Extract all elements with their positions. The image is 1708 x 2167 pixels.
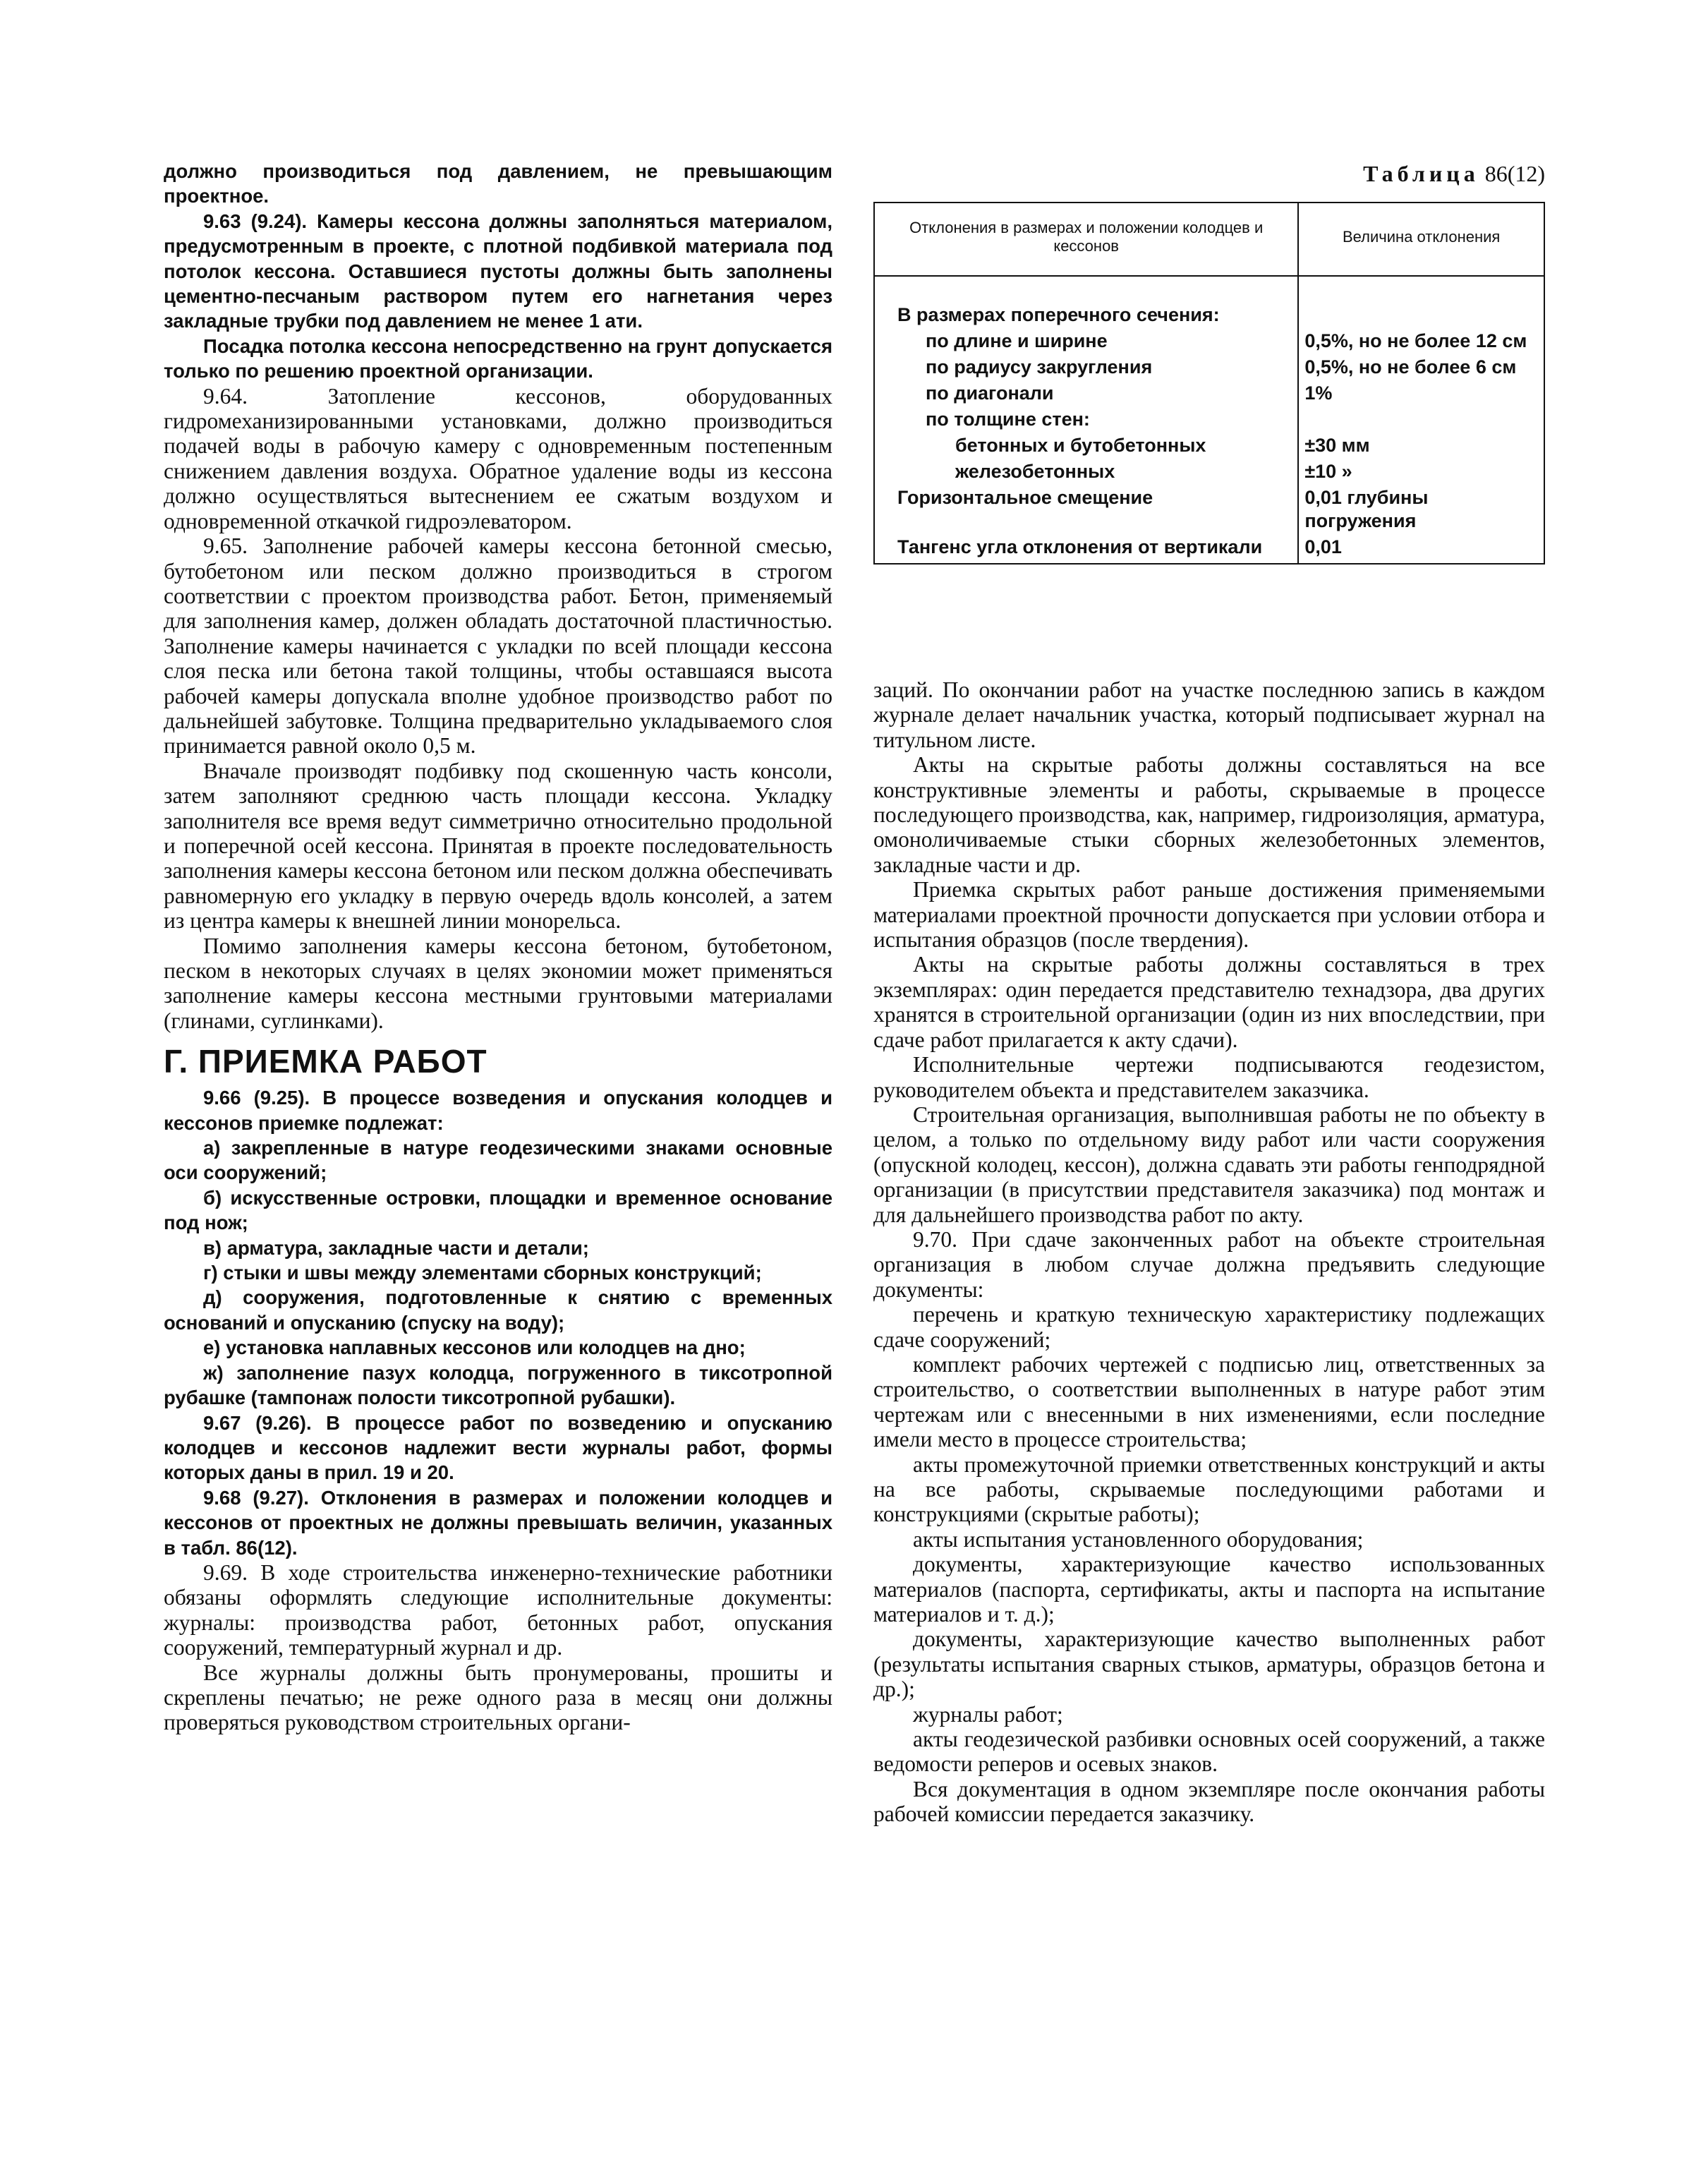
paragraph-9-70: 9.70. При сдаче законченных работ на объекте строительная организация в любом случае должна предъявить следующие документы: <box>873 1226 1545 1302</box>
paragraph-9-65: 9.65. Заполнение рабочей камеры кессона бетонной смесью, бутобетоном или песком должно производиться в строгом соответствии с проектом производства работ. Бетон, применяемый для заполнения камер, должен обладать достаточной пластичностью. Заполнение камеры начинается с укладки по всей площади кессона слоя песка или бетона такой толщины, чтобы оставшаяся высота рабочей камеры допускала вполне удобное производство работ по дальнейшей забутовке. Толщина предварительно укладываемого слоя принимается равной около 0,5 м. <box>164 533 832 759</box>
table-row <box>874 328 1544 354</box>
table-row <box>874 534 1544 564</box>
left-column <box>164 159 832 1735</box>
document-list-item: акты испытания установленного оборудования; <box>913 1526 1364 1552</box>
document-list-item: журналы работ; <box>913 1701 1063 1727</box>
paragraph-as-built-drawings: Исполнительные чертежи подписываются геодезистом, руководителем объекта и представителем заказчика. <box>873 1052 1545 1102</box>
table-cell-parameter: Горизонтальное смещение <box>897 487 1153 508</box>
document-list-item: документы, характеризующие качество использованных материалов (паспорта, сертификаты, акты и паспорта на испытание материалов и т. д.); <box>873 1552 1545 1627</box>
paragraph-9-68: 9.68 (9.27). Отклонения в размерах и положении колодцев и кессонов от проектных не должны превышать величин, указанных в табл. 86(12). <box>164 1486 832 1559</box>
right-column <box>873 677 1545 1827</box>
table-cell-parameter: по диагонали <box>926 382 1054 404</box>
paragraph-journals: Все журналы должны быть пронумерованы, прошиты и скреплены печатью; не реже одного раза в месяц они должны проверяться руководством строительных органи- <box>164 1660 832 1735</box>
table-cell-value <box>1298 406 1544 433</box>
table-row <box>874 459 1544 485</box>
table-caption <box>873 161 1545 186</box>
table-row <box>874 276 1544 328</box>
paragraph-tamping: Вначале производят подбивку под скошенную часть консоли, затем заполняют среднюю часть площади кессона. Укладку заполнителя все время ведут симметрично относительно продольной и поперечной осей кессона. Принятая в проекте последовательность заполнения камеры кессона бетоном или песком должна обеспечивать равномерную его укладку в первую очередь вдоль консолей, а затем из центра камеры к внешней линии монорельса. <box>164 758 832 934</box>
list-item: а) закрепленные в натуре геодезическими знаками основные оси сооружений; <box>164 1137 832 1184</box>
table-row <box>874 433 1544 459</box>
paragraph-final: Вся документация в одном экземпляре после окончания работы рабочей комиссии передается заказчику. <box>873 1776 1545 1827</box>
table-cell-parameter: бетонных и бутобетонных <box>955 435 1206 456</box>
document-list-item: документы, характеризующие качество выполненных работ (результаты испытания сварных стыков, арматуры, образцов бетона и др.); <box>873 1626 1545 1702</box>
section-heading-acceptance: Г. ПРИЕМКА РАБОТ <box>164 1043 487 1080</box>
list-item: д) сооружения, подготовленные к снятию с временных оснований и опусканию (спуску на воду); <box>164 1286 832 1334</box>
list-item: г) стыки и швы между элементами сборных конструкций; <box>203 1262 762 1284</box>
list-item: б) искусственные островки, площадки и временное основание под нож; <box>164 1186 832 1234</box>
paragraph-9-64: 9.64. Затопление кессонов, оборудованных гидромеханизированными установками, должно производиться подачей воды в рабочую камеру с одновременным постепенным снижением давления воздуха. Обратное удаление воды из кессона должно осуществляться вытеснением ее сжатым воздухом и одновременной откачкой гидроэлеватором. <box>164 383 832 533</box>
table-row <box>874 485 1544 534</box>
document-list-item: комплект рабочих чертежей с подписью лиц, ответственных за строительство, о соответствии выполненных в натуре работ этим чертежам или с внесенными в них изменениями, если последние имели место в процессе строительства; <box>873 1351 1545 1452</box>
table-cell-value: ±10 » <box>1298 459 1544 485</box>
table-cell-value: 0,01 глубины погружения <box>1298 485 1544 534</box>
paragraph-continued-right: заций. По окончании работ на участке последнюю запись в каждом журнале делает начальник участка, который подписывает журнал на титульном листе. <box>873 677 1545 752</box>
table-row <box>874 354 1544 380</box>
paragraph-9-67: 9.67 (9.26). В процессе работ по возведению и опусканию колодцев и кессонов надлежит вести журналы работ, формы которых даны в прил. 19 и 20. <box>164 1411 832 1484</box>
paragraph-hidden-works-acts: Акты на скрытые работы должны составляться на все конструктивные элементы и работы, скрываемые в процессе последующего производства, как, например, гидроизоляция, арматура, омоноличиваемые стыки сборных железобетонных элементов, закладные части и др. <box>873 752 1545 877</box>
table-row <box>874 380 1544 406</box>
paragraph-local-materials: Помимо заполнения камеры кессона бетоном, бутобетоном, песком в некоторых случаях в целях экономии может применяться заполнение камеры кессона местными грунтовыми материалами (глинами, суглинками). <box>164 933 832 1033</box>
document-list-item: акты геодезической разбивки основных осей сооружений, а также ведомости реперов и осевых знаков. <box>873 1727 1545 1777</box>
table-cell-parameter: по длине и ширине <box>926 330 1108 351</box>
table-cell-value: 0,01 <box>1298 534 1544 564</box>
table-caption-number: 86(12) <box>1484 161 1545 186</box>
table-cell-value: 1% <box>1298 380 1544 406</box>
table-cell-parameter: Тангенс угла отклонения от вертикали <box>897 536 1263 557</box>
deviation-table <box>873 202 1545 565</box>
list-item: в) арматура, закладные части и детали; <box>203 1236 589 1259</box>
paragraph-hidden-works-acceptance: Приемка скрытых работ раньше достижения применяемыми материалами проектной прочности допускается при условии отбора и испытания образцов (после твердения). <box>873 877 1545 953</box>
table-cell-parameter: по радиусу закругления <box>926 356 1153 378</box>
paragraph-ceiling-landing: Посадка потолка кессона непосредственно на грунт допускается только по решению проектной организации. <box>164 334 832 382</box>
paragraph-9-69: 9.69. В ходе строительства инженерно-технические работники обязаны оформлять следующие исполнительные документы: журналы: производства работ, бетонных работ, опускания сооружений, температурный журнал и др. <box>164 1559 832 1660</box>
table-cell-parameter: по толщине стен: <box>926 409 1090 430</box>
table-header-parameter: Отклонения в размерах и положении колодцев и кессонов <box>874 203 1298 276</box>
table-cell-parameter: В размерах поперечного сечения: <box>897 304 1220 325</box>
table-cell-value: 0,5%, но не более 12 см <box>1298 328 1544 354</box>
table-header-value: Величина отклонения <box>1298 203 1544 276</box>
table-row <box>874 406 1544 433</box>
table-caption-word: Таблица <box>1363 161 1479 186</box>
paragraph-9-66: 9.66 (9.25). В процессе возведения и опускания колодцев и кессонов приемке подлежат: <box>164 1087 832 1134</box>
document-list-item: перечень и краткую техническую характеристику подлежащих сдаче сооружений; <box>873 1302 1545 1352</box>
table-cell-value: ±30 мм <box>1298 433 1544 459</box>
list-item: ж) заполнение пазух колодца, погруженного в тиксотропной рубашке (тампонаж полости тиксотропной рубашки). <box>164 1361 832 1409</box>
paragraph-three-copies: Акты на скрытые работы должны составляться в трех экземплярах: один передается представителю технадзора, два других хранятся в строительной организации (один из них впоследствии, при сдаче работ прилагается к акту сдачи). <box>873 952 1545 1052</box>
table-header-row <box>874 203 1544 276</box>
paragraph-9-63: 9.63 (9.24). Камеры кессона должны заполняться материалом, предусмотренным в проекте, с плотной подбивкой материала под потолок кессона. Оставшиеся пустоты должны быть заполнены цементно-песчаным раствором путем его нагнетания через закладные трубки под давлением не менее 1 ати. <box>164 210 832 332</box>
paragraph-subcontractor: Строительная организация, выполнившая работы не по объекту в целом, а только по отдельному виду работ или части сооружения (опускной колодец, кессон), должна сдавать эти работы генподрядной организации (в присутствии представителя заказчика) под монтаж и для дальнейшего производства работ по акту. <box>873 1101 1545 1227</box>
table-cell-value: 0,5%, но не более 6 см <box>1298 354 1544 380</box>
list-item: е) установка наплавных кессонов или колодцев на дно; <box>203 1336 746 1359</box>
table-cell-value <box>1298 276 1544 328</box>
document-list-item: акты промежуточной приемки ответственных конструкций и акты на все работы, скрываемые последующими работами и конструкциями (скрытые работы); <box>873 1451 1545 1527</box>
table-cell-parameter: железобетонных <box>955 461 1115 482</box>
paragraph-continued: должно производиться под давлением, не превышающим проектное. <box>164 160 832 207</box>
